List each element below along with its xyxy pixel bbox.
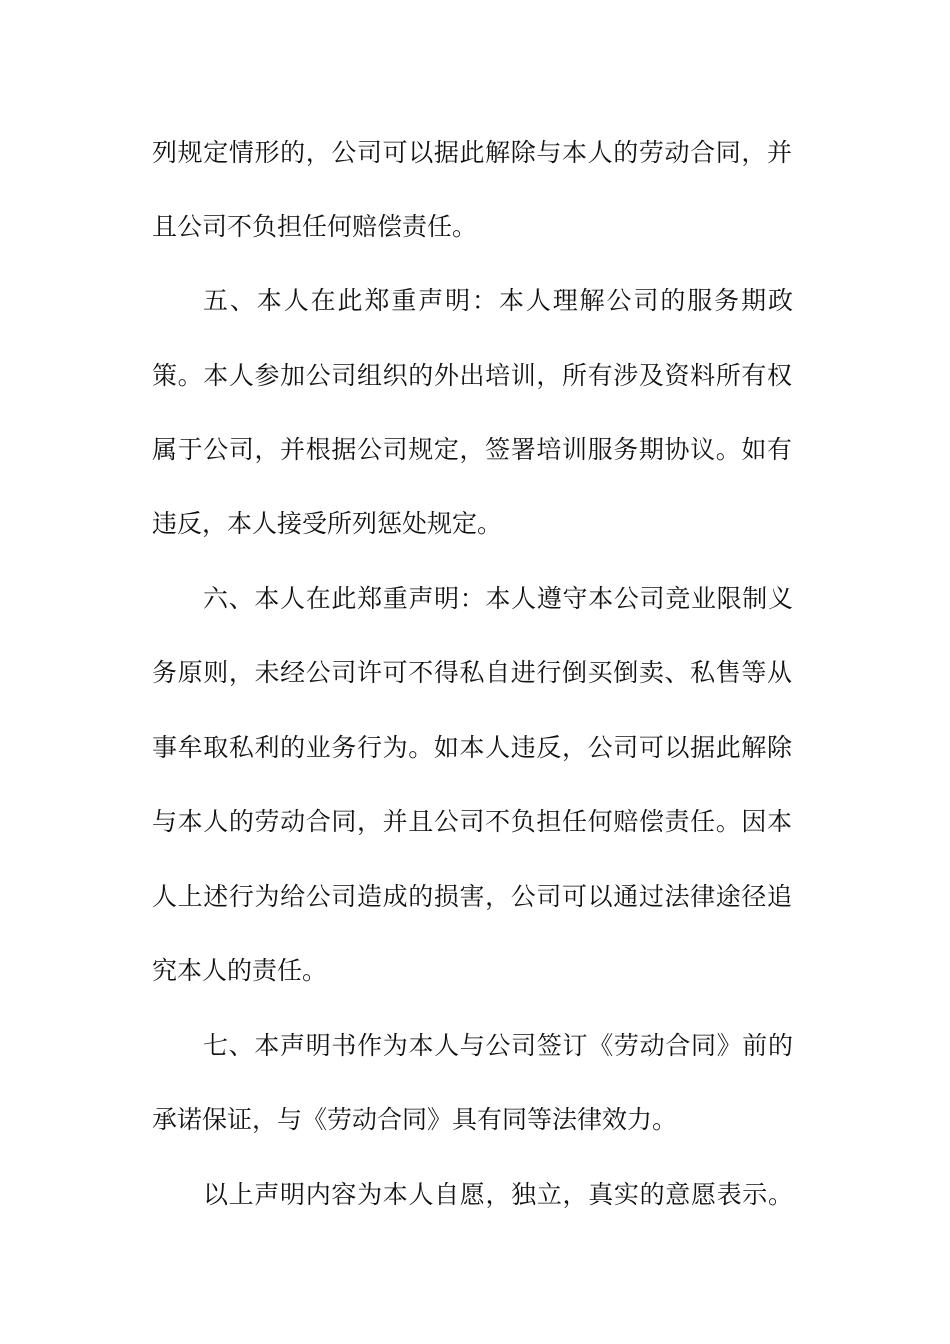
text-line: 列规定情形的，公司可以据此解除与本人的劳动合同，并 [152,138,792,167]
paragraph-start-line: 五、本人在此郑重声明：本人理解公司的服务期政 [203,286,793,315]
text-line: 且公司不负担任何赔偿责任。 [152,212,478,241]
text-line: 究本人的责任。 [152,956,328,985]
paragraph-start-line: 六、本人在此郑重声明：本人遵守本公司竞业限制义 [203,584,793,613]
text-line: 人上述行为给公司造成的损害，公司可以通过法律途径追 [152,882,792,911]
text-line: 事牟取私利的业务行为。如本人违反，公司可以据此解除 [152,733,792,762]
paragraph-start-line: 七、本声明书作为本人与公司签订《劳动合同》前的 [203,1031,793,1060]
text-line: 务原则，未经公司许可不得私自进行倒买倒卖、私售等从 [152,658,792,687]
text-line: 违反，本人接受所列惩处规定。 [152,509,503,538]
text-line: 与本人的劳动合同，并且公司不负担任何赔偿责任。因本 [152,807,792,836]
text-line: 承诺保证，与《劳动合同》具有同等法律效力。 [152,1105,678,1134]
paragraph-start-line: 以上声明内容为本人自愿，独立，真实的意愿表示。 [203,1180,793,1209]
text-line: 属于公司，并根据公司规定，签署培训服务期协议。如有 [152,435,792,464]
text-line: 策。本人参加公司组织的外出培训，所有涉及资料所有权 [152,361,792,390]
